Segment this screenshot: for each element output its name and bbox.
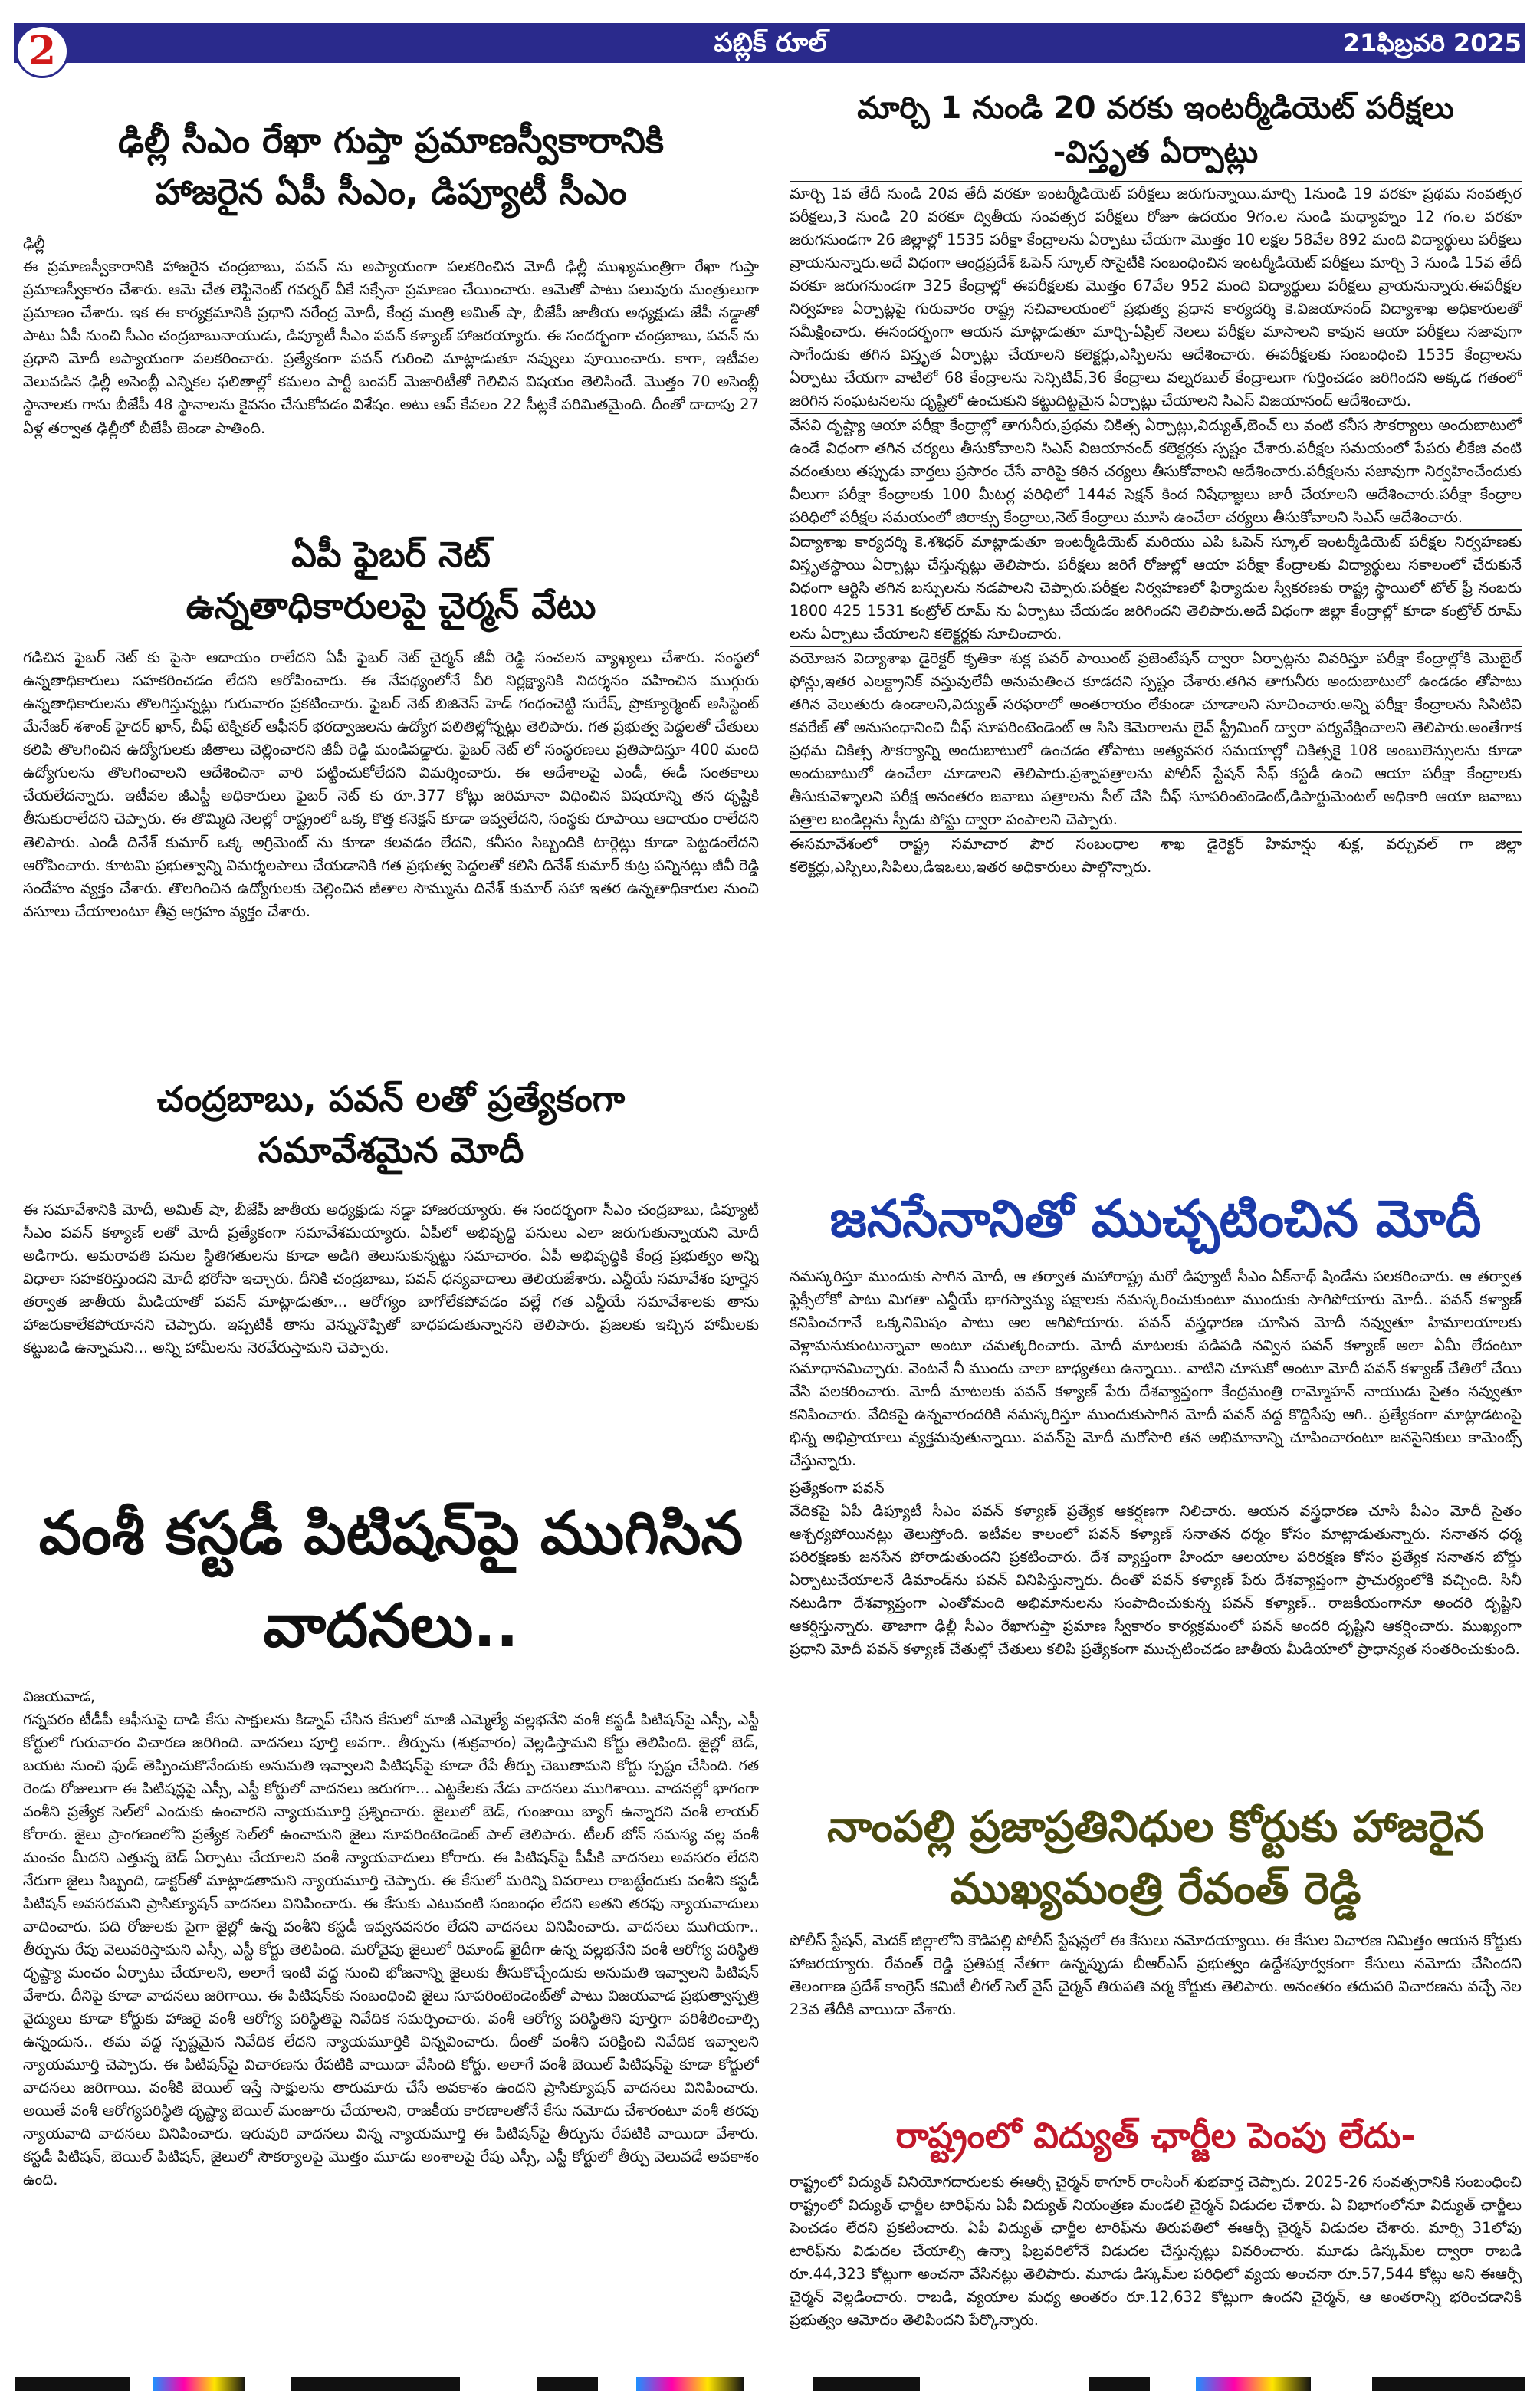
article-body: ఈ ప్రమాణస్వీకారానికి హాజరైన చంద్రబాబు, పవన్ ను అప్యాయంగా పలకరించిన మోదీ ఢిల్లీ ముఖ్యమంత్రిగా రేఖా గుప్తా ప్రమాణస్వీకారం చేశారు. ఆమె చేత లెఫ్టినెంట్ గవర్నర్ వీకే సక్సేనా ప్రమాణం చేయించారు. ఆమెతో పాటు పలువురు మంత్రులుగా ప్రమాణం చేశారు. ఇక ఈ కార్యక్రమానికి ప్రధాని నరేంద్ర మోదీ, కేంద్ర మంత్రి అమిత్ షా, బీజేపీ జాతీయ అధ్యక్షుడు జేపీ నడ్డాతో పాటు ఏపీ నుంచి సీఎం చంద్రబాబునాయుడు, డిప్యూటీ సీఎం పవన్ కళ్యాణ్ హాజరయ్యారు. ఈ సందర్భంగా చంద్రబాబు, పవన్ ను ప్రధాని మోదీ అప్యాయంగా పలకరించారు. ప్రత్యేకంగా పవన్ గురించి మాట్లాడుతూ నవ్వులు పూయించారు. కాగా, ఇటీవల వెలువడిన ఢిల్లీ అసెంబ్లీ ఎన్నికల ఫలితాల్లో కమలం పార్టీ బంపర్ మెజారిటీతో గెలిచిన విషయం తెలిసిందే. మొత్తం 70 అసెంబ్లీ స్థానాలకు గాను బీజేపీ 48 స్థానాలను కైవసం చేసుకోవడం విశేషం. అటు ఆప్ కేవలం 22 సీట్లకే పరిమితమైంది. దీంతో దాదాపు 27 ఏళ్ల తర్వాత ఢిల్లీలో బీజేపీ జెండా పాతింది.: [23, 258, 759, 437]
article-body: గడిచిన ఫైబర్ నెట్ కు పైసా ఆదాయం రాలేదని ఏపీ ఫైబర్ నెట్ చైర్మన్ జీవీ రెడ్డి సంచలన వ్యాఖ్యలు చేశారు. సంస్థలో ఉన్నతాధికారులు సహకరించడం లేదని ఆరోపించారు. ఈ నేపథ్యంలోనే వీరి నిర్లక్ష్యానికి నిదర్శనం వహించిన ముగ్గురు ఉన్నతాధికారులను తొలగిస్తున్నట్లు గురువారం ప్రకటించారు. ఫైబర్ నెట్ బిజినెస్ హెడ్ గంధంచెట్టి సురేష్, ప్రొక్యూర్మెంట్ అసిస్టెంట్ మేనేజర్ శశాంక్ హైదర్ ఖాన్, చీఫ్ టెక్నికల్ ఆఫీసర్ భరద్వాజలను ఉద్యోగ పలితిల్లోన్నట్లు తెలిపారు. గత ప్రభుత్వ పెద్దలతో చేతులు కలిపి తొలగించిన ఉద్యోగులకు జీతాలు చెల్లించారని జీవీ రెడ్డి మండిపడ్డారు. ఫైబర్ నెట్ లో సంస్థరణలు ప్రతిపాదిస్తూ 400 మంది ఉద్యోగులను తొలగించాలని ఆదేశించినా వారి పట్టించుకోలేదని విమర్శించారు. ఈ ఆదేశాలపై ఎండీ, ఈడీ సంతకాలు చేయలేదన్నారు. ఇటీవల జీఎస్టీ అధికారులు ఫైబర్ నెట్ కు రూ.377 కోట్లు జరిమానా విధించిన విషయాన్ని తన దృష్టికి తీసుకురాలేదని చెప్పారు. ఈ తొమ్మిది నెలల్లో రాష్ట్రంలో ఒక్క కొత్త కనెక్షన్ కూడా ఇవ్వలేదని, సంస్థకు రూపాయి ఆదాయం రాలేదని తెలిపారు. ఎండీ దినేశ్ కుమార్ ఒక్క అగ్రిమెంట్ ను కూడా కలవడం లేదని, కనీసం సిబ్బందికి టార్గెట్లు కూడా పెట్టడంలేదని ఆరోపించారు. కూటమి ప్రభుత్వాన్ని విమర్శలపాలు చేయడానికి గత ప్రభుత్వ పెద్దలతో కలిసి దినేశ్ కుమార్ కుట్ర పన్నినట్లు జీవీ రెడ్డి సందేహం వ్యక్తం చేశారు. తొలగించిన ఉద్యోగులకు చెల్లించిన జీతాల సొమ్మును దినేశ్ కుమార్ సహా ఇతర ఉన్నతాధికారుల నుంచి వసూలు చేయాలంటూ తీవ్ర ఆగ్రహం వ్యక్తం చేశారు.: [23, 649, 759, 920]
article-modi-meeting: [23, 1073, 759, 1359]
article-vamsi-custody: [23, 1488, 759, 2191]
headline: నాంపల్లి ప్రజాప్రతినిధుల కోర్టుకు హాజరైన: [826, 1802, 1485, 1852]
print-color-strip: [0, 2377, 1540, 2391]
headline: జనసేనానితో ముచ్చటించిన మోదీ: [829, 1189, 1482, 1248]
strip-segment: [153, 2377, 245, 2391]
headline: వాదనలు..: [263, 1591, 519, 1661]
subheading: ప్రత్యేకంగా పవన్: [790, 1478, 885, 1497]
headline: ఉన్నతాధికారులపై చైర్మన్ వేటు: [186, 584, 596, 626]
article-power-tariff: [790, 2110, 1522, 2332]
dateline: విజయవాడ,: [23, 1687, 96, 1705]
article-revanth-court: [790, 1796, 1522, 2021]
right-column: [790, 86, 1522, 2369]
article-body: గన్నవరం టీడీపీ ఆఫీసుపై దాడి కేసు సాక్షులను కిడ్నాప్ చేసిన కేసులో మాజీ ఎమ్మెల్యే వల్లభనేని వంశీ కస్టడీ పిటిషన్‌పై ఎస్సీ, ఎస్టీ కోర్టులో గురువారం విచారణ జరిగింది. వాదనలు పూర్తి అవగా.. తీర్పును (శుక్రవారం) వెల్లడిస్తామని కోర్టు తెలిపింది. జైల్లో బెడ్, బయట నుంచి ఫుడ్ తెప్పించుకొనేందుకు అనుమతి ఇవ్వాలని పిటిషన్‌పై కూడా రేపే తీర్పు చెబుతామని కోర్టు స్పష్టం చేసింది. గత రెండు రోజులుగా ఈ పిటిషన్లపై ఎస్సీ, ఎస్టీ కోర్టులో వాదనలు జరుగగా... ఎట్టకేలకు నేడు వాదనలు ముగిశాయి. వాదనల్లో భాగంగా వంశీని ప్రత్యేక సెల్‌లో ఎందుకు ఉంచారని న్యాయమూర్తి ప్రశ్నించారు. జైలులో బెడ్, గుంజాయి బ్యాగ్ ఉన్నారని వంశీ లాయర్ కోరారు. జైలు ప్రాంగణంలోని ప్రత్యేక సెల్‌లో ఉంచామని జైలు సూపరింటెండెంట్ పాల్ తెలిపారు. టీలర్ బోన్ సమస్య వల్ల వంశీ మంచం మీదని ఎత్తున్న బెడ్ ఏర్పాటు చేయాలని వంశీ న్యాయవాదులు కోరారు. ఈ పిటిషన్‌పై పీపీకి వాదనలు అవసరం లేదని నేరుగా జైలు సిబ్బంది, డాక్టర్‌తో మాట్లాడతామని న్యాయమూర్తి చెప్పారు. ఈ కేసులో మరిన్ని వివరాలు రాబట్టేందుకు వంశీని కస్టడీ పిటిషన్ అవసరమని ప్రాసిక్యూషన్ వాదనలు వినిపించారు. ఈ కేసుకు ఎటువంటి సంబంధం లేదని అతని తరఫు న్యాయవాదులు వాదించారు. పది రోజులకు పైగా జైల్లో ఉన్న వంశీని కస్టడీ ఇవ్వనవసరం లేదని వాదనలు వినిపించారు. వాదనలు ముగియగా.. తీర్పును రేపు వెలువరిస్తామని ఎస్సీ, ఎస్టీ కోర్టు తెలిపింది. మరోవైపు జైలులో రిమాండ్ ఖైదీగా ఉన్న వల్లభనేని వంశీ ఆరోగ్య పరిస్థితి దృష్ట్యా మంచం ఏర్పాటు చేయాలని, అలాగే ఇంటి వద్ద నుంచి భోజనాన్ని జైలుకు తీసుకొచ్చేందుకు అనుమతి ఇవ్వాలని పిటిషన్ వేశారు. దీనిపై కూడా వాదనలు జరిగాయి. ఈ పిటిషన్‌కు సంబంధించి జైలు సూపరింటెండెంట్‌తో పాటు విజయవాడ ప్రభుత్వాస్పత్రి వైద్యులు కూడా కోర్టుకు హాజరై వంశీ ఆరోగ్య పరిస్థితిపై నివేదిక సమర్పించారు. వంశీ ఆరోగ్య పరిస్థితిని పూర్తిగా పరిశీలించాల్సి ఉన్నందున.. తమ వద్ద స్పష్టమైన నివేదిక లేదని న్యాయమూర్తికి విన్నవించారు. దీంతో వంశీని పరిక్షించి నివేదిక ఇవ్వాలని న్యాయమూర్తి చెప్పారు. ఈ పిటిషన్‌పై విచారణను రేపటికి వాయిదా వేసింది కోర్టు. అలాగే వంశీ బెయిల్ పిటిషన్‌పై కూడా కోర్టులో వాదనలు జరిగాయి. వంశీకి బెయిల్ ఇస్తే సాక్షులను తారుమారు చేసే అవకాశం ఉందని ప్రాసిక్యూషన్ వాదనలు వినిపించారు. అయితే వంశీ ఆరోగ్యపరిస్థితి దృష్ట్యా బెయిల్ మంజూరు చేయాలని, రాజకీయ కారణాలతోనే కేసు నమోదు చేశారంటూ వంశీ తరపు న్యాయవాది వాదనలు వినిపించారు. ఇరువురి వాదనలు విన్న న్యాయమూర్తి ఈ పిటిషన్‌పై తీర్పును రేపటికి వాయిదా వేశారు. కస్టడీ పిటిషన్, బెయిల్ పిటిషన్, జైలులో సౌకర్యాలపై మొత్తం మూడు అంశాలపై రేపు ఎస్సీ, ఎస్టీ కోర్టులో తీర్పు వెలువడే అవకాశం ఉంది.: [23, 1710, 759, 2189]
article-delhi-cm: [23, 115, 759, 440]
article-body: విద్యాశాఖ కార్యదర్శి కె.శశిధర్ మాట్లాడుతూ ఇంటర్మీడియెట్ మరియు ఎపి ఓపెన్ స్కూల్ ఇంటర్మీడియెట్ పరీక్షల నిర్వహణకు విస్తృతస్థాయి ఏర్పాట్లు చేస్తున్నట్లు తెలిపారు. పరీక్షలు జరిగే రోజుల్లో ఆయా పరీక్షా కేంద్రాలకు విద్యార్థులు సకాలంలో చేరుకునే విధంగా ఆర్టిసి తగిన బస్సులను నడపాలని చెప్పారు.పరీక్షల నిర్వహణలో ఫిర్యాదుల స్వీకరణకు రాష్ట్ర స్థాయిలో టోల్ ఫ్రీ నంబరు 1800 425 1531 కంట్రోల్ రూమ్ ను ఏర్పాటు చేయడం జరిగిందని తెలిపారు.అదే విధంగా జిల్లా కేంద్రాల్లో కూడా కంట్రోల్ రూమ్ లను ఏర్పాటు చేయాలని కలెక్టర్లకు సూచించారు.: [790, 533, 1522, 643]
headline: ముఖ్యమంత్రి రేవంత్ రెడ్డి: [950, 1864, 1361, 1915]
headline: మార్చి 1 నుండి 20 వరకు ఇంటర్మీడియెట్ పరీక్షలు: [857, 90, 1454, 126]
dateline: ఢిల్లీ: [23, 235, 45, 253]
paper-name: పబ్లిక్ రూల్: [714, 28, 827, 58]
headline: చంద్రబాబు, పవన్ లతో ప్రత్యేకంగా: [156, 1078, 626, 1119]
headline: ఢిల్లీ సీఎం రేఖా గుప్తా ప్రమాణస్వీకారానికి: [118, 120, 664, 161]
article-fibernet: [23, 529, 759, 923]
article-body: వేసవి దృష్ట్యా ఆయా పరీక్షా కేంద్రాల్లో తాగునీరు,ప్రథమ చికిత్స ఏర్పాట్లు,విద్యుత్,బెంచ్ లు వంటి కనీస సౌకర్యాలు అందుబాటులో ఉండే విధంగా తగిన చర్యలు తీసుకోవాలని సిఎస్ విజయానంద్ కలెక్టర్లకు స్పష్టం చేశారు.పరీక్షల సమయంలో పేపరు లీకేజి వంటి వదంతులు తప్పుడు వార్తలు ప్రసారం చేసే వారిపై కఠిన చర్యలు తీసుకోవాలని ఆదేశించారు.పరీక్షలను సజావుగా నిర్వహించేందుకు వీలుగా పరీక్షా కేంద్రాలకు 100 మీటర్ల పరిధిలో 144వ సెక్షన్ కింద నిషేధాజ్ఞలు జారీ చేయాలని ఆదేశించారు.పరీక్షా కేంద్రాల పరిధిలో పరీక్షల సమయంలో జిరాక్సు కేంద్రాలు,నెట్ కేంద్రాలు మూసి ఉంచేలా చర్యలు తీసుకోవాలని సిఎస్ ఆదేశించారు.: [790, 416, 1522, 527]
page-number: 2: [15, 25, 69, 78]
strip-segment: [813, 2377, 920, 2391]
left-column: [23, 115, 759, 2369]
strip-segment: [1196, 2377, 1311, 2391]
article-janasena-modi: [790, 1182, 1522, 1661]
article-inter-exams: [790, 86, 1522, 879]
strip-segment: [15, 2377, 130, 2391]
headline: రాష్ట్రంలో విద్యుత్ ఛార్జీల పెంపు లేదు-: [895, 2115, 1416, 2156]
headline: సమావేశమైన మోదీ: [258, 1129, 524, 1171]
article-body: వేదికపై ఏపీ డిప్యూటీ సీఎం పవన్ కళ్యాణ్ ప్రత్యేక ఆకర్షణగా నిలిచారు. ఆయన వస్త్రధారణ చూసి పీఎం మోదీ సైతం ఆశ్చర్యపోయినట్లు తెలుస్తోంది. ఇటీవల కాలంలో పవన్ కళ్యాణ్ సనాతన ధర్మం కోసం మాట్లాడుతున్నారు. సనాతన ధర్మ పరిరక్షణకు జనసేన పోరాడుతుందని ప్రకటించారు. దేశ వ్యాప్తంగా హిందూ ఆలయాల పరిరక్షణ కోసం ప్రత్యేక సనాతన బోర్డు ఏర్పాటుచేయాలనే డిమాండ్‌ను పవన్ వినిపిస్తున్నారు. దీంతో పవన్ కళ్యాణ్ పేరు దేశవ్యాప్తంగా ప్రాచుర్యంలోకి వచ్చింది. సినీ నటుడిగా దేశవ్యాప్తంగా ఎంతోమంది అభిమానులను సంపాదించుకున్న పవన్ కళ్యాణ్.. రాజకీయంగానూ అందరి దృష్టిని ఆకర్షిస్తున్నారు. తాజాగా ఢిల్లీ సీఎం రేఖాగుప్తా ప్రమాణ స్వీకారం కార్యక్రమంలో పవన్ అందరి దృష్టిని ఆకర్షించారు. ముఖ్యంగా ప్రధాని మోదీ పవన్ కళ్యాణ్ చేతుల్లో చేతులు కలిపి ప్రత్యేకంగా ముచ్చటించడం జాతీయ మీడియాలో ప్రాధాన్యత సంతరించుకుంది.: [790, 1501, 1522, 1658]
article-body: ఈ సమావేశానికి మోదీ, అమిత్ షా, బీజేపీ జాతీయ అధ్యక్షుడు నడ్డా హాజరయ్యారు. ఈ సందర్భంగా సీఎం చంద్రబాబు, డిప్యూటీ సీఎం పవన్ కళ్యాణ్ లతో మోదీ ప్రత్యేకంగా సమావేశమయ్యారు. ఏపీలో అభివృద్ధి పనులు ఎలా జరుగుతున్నాయని మోదీ అడిగారు. అమరావతి పనుల స్థితిగతులను కూడా అడిగి తెలుసుకున్నట్టు సమాచారం. ఏపీ అభివృద్ధికి కేంద్ర ప్రభుత్వం అన్ని విధాలా సహకరిస్తుందని మోదీ భరోసా ఇచ్చారు. దీనికి చంద్రబాబు, పవన్ ధన్యవాదాలు తెలియజేశారు. ఎన్డీయే సమావేశం పూర్తైన తర్వాత జాతీయ మీడియాతో పవన్ మాట్లాడుతూ... ఆరోగ్యం బాగోలేకపోవడం వల్లే గత ఎన్డీయే సమావేశాలకు తాను హాజరుకాలేకపోయానని చెప్పారు. ఇప్పటికీ తాను వెన్నునొప్పితో బాధపడుతున్నానని తెలిపారు. ప్రజలకు ఇచ్చిన హామీలకు కట్టుబడి ఉన్నామని... అన్ని హామీలను నెరవేరుస్తామని చెప్పారు.: [23, 1201, 759, 1357]
article-body: వయోజన విద్యాశాఖ డైరెక్టర్ కృతికా శుక్ల పవర్ పాయింట్ ప్రజెంటేషన్ ద్వారా ఏర్పాట్లను వివరిస్తూ పరీక్షా కేంద్రాల్లోకి మొబైల్ ఫోన్లు,ఇతర ఎలక్ట్రానిక్ వస్తువులేవీ అనుమతించ కూడదని స్పష్టం చేశారు.తగిన తాగునీరు అందుబాటులో ఉండడం తోపాటు తగిన వెలుతురు ఉండాలని,విద్యుత్ సరఫరాలో అంతరాయం లేకుండా చూడాలని సూచించారు.అన్ని పరీక్షా కేంద్రాలను సిసిటివి కవరేజ్ తో అనుసంధానించి చీఫ్ సూపరింటెండెంట్ ఆ సిసి కెమెరాలను లైవ్ స్ట్రీమింగ్ ద్వారా పర్యవేక్షించాలని తెలిపారు.అంతేగాక ప్రథమ చికిత్స సౌకర్యాన్ని అందుబాటులో ఉంచడం తోపాటు అత్యవసర సమయాల్లో చికిత్సకై 108 అంబులెన్సులను కూడా అందుబాటులో ఉంచేలా చూడాలని తెలిపారు.ప్రశ్నాపత్రాలను పోలీస్ స్టేషన్ సేఫ్ కస్టడీ ఉంచి ఆయా పరీక్షా కేంద్రాలకు తీసుకువెళ్ళాలని పరీక్ష అనంతరం జవాబు పత్రాలను సీల్ చేసి చీఫ్ సూపరింటెండెంట్,డిపార్టుమెంటల్ అధికారి ఆయా జవాబు పత్రాల బండిల్లను స్పీడు పోస్టు ద్వారా పంపాలని చెప్పారు.: [790, 649, 1522, 829]
headline: ఏపీ ఫైబర్ నెట్: [291, 534, 491, 575]
strip-segment: [636, 2377, 744, 2391]
article-body: పోలీస్ స్టేషన్, మెదక్ జిల్లాలోని కౌడిపల్లి పోలీస్ స్టేషన్లలో ఈ కేసులు నమోదయ్యాయి. ఈ కేసుల విచారణ నిమిత్తం ఆయన కోర్టుకు హాజరయ్యారు. రేవంత్ రెడ్డి ప్రతిపక్ష నేతగా ఉన్నప్పుడు బీఆర్ఎస్ ప్రభుత్వం ఉద్దేశపూర్వకంగా కేసులు నమోదు చేసిందని తెలంగాణ ప్రదేశ్ కాంగ్రెస్ కమిటీ లీగల్ సెల్ వైస్ చైర్మన్ తిరుపతి వర్మ కోర్టుకు తెలిపారు. అనంతరం తదుపరి విచారణను వచ్చే నెల 23వ తేదీకి వాయిదా వేశారు.: [790, 1932, 1522, 2019]
article-body: మార్చి 1వ తేదీ నుండి 20వ తేదీ వరకూ ఇంటర్మీడియెట్ పరీక్షలు జరుగున్నాయి.మార్చి 1నుండి 19 వరకూ ప్రథమ సంవత్సర పరీక్షలు,3 నుండి 20 వరకూ ద్వితీయ సంవత్సర పరీక్షలు రోజూ ఉదయం 9గం.ల నుండి మధ్యాహ్నం 12 గం.ల వరకూ జరుగనుండగా 26 జిల్లాల్లో 1535 పరీక్షా కేంద్రాలను ఏర్పాటు చేయగా మొత్తం 10 లక్షల 58వేల 892 మంది విద్యార్థులు పరీక్షలు వ్రాయనున్నారు.అదే విధంగా ఆంధ్రప్రదేశ్ ఓపెన్ స్కూల్ సొసైటీకి సంబంధించిన ఇంటర్మీడియెట్ పరీక్షలు మార్చి 3 నుండి 15వ తేదీ వరకూ జరుగనుండగా 325 కేంద్రాల్లో ఈపరీక్షలకు మొత్తం 67వేల 952 మంది విద్యార్థులు పరీక్షలు వ్రాయనున్నారు.ఈపరీక్షల నిర్వహణ ఏర్పాట్లపై గురువారం రాష్ట్ర సచివాలయంలో ప్రభుత్వ ప్రధాన కార్యదర్శి కె.విజయానంద్ విద్యాశాఖ అధికారులతో సమీక్షించారు. ఈసందర్భంగా ఆయన మాట్లాడుతూ మార్చి-ఏప్రిల్ నెలలు పరీక్షల మాసాలని కావున ఆయా పరీక్షలు సజావుగా సాగేందుకు తగిన విస్తృత ఏర్పాట్లు చేయాలని కలెక్టర్లు,ఎస్పిలను ఆదేశించారు. ఈపరీక్షలకు సంబంధించి 1535 కేంద్రాలను ఏర్పాటు చేయగా వాటిలో 68 కేంద్రాలను సెన్సిటివ్,36 కేంద్రాలు వల్నరబుల్ కేంద్రాలుగా గుర్తించడం జరిగిందని అక్కడ గతంలో జరిగిన సంఘటనలను దృష్టిలో ఉంచుకుని కట్టుదిట్టమైన ఏర్పాట్లు చేయాలని సిఎస్ విజయానంద్ ఆదేశించారు.: [790, 185, 1522, 410]
article-body: రాష్ట్రంలో విద్యుత్ వినియోగదారులకు ఈఆర్సీ చైర్మన్ ఠాగూర్ రాంసింగ్ శుభవార్త చెప్పారు. 2025-26 సంవత్సరానికి సంబంధించి రాష్ట్రంలో విద్యుత్ ఛార్జీల టారిఫ్‌ను ఏపీ విద్యుత్ నియంత్రణ మండలి చైర్మన్ విడుదల చేశారు. ఏ విభాగంలోనూ విద్యుత్ ఛార్జీలు పెంచడం లేదని ప్రకటించారు. ఏపీ విద్యుత్ ఛార్జీల టారిఫ్‌ను తిరుపతిలో ఈఆర్సీ చైర్మన్ విడుదల చేశారు. మార్చి 31లోపు టారిఫ్‌ను విడుదల చేయాల్సి ఉన్నా ఫిబ్రవరిలోనే విడుదల చేస్తున్నట్లు వివరించారు. మూడు డిస్కమ్‌ల ద్వారా రాబడి రూ.44,323 కోట్లుగా అంచనా వేసినట్లు తెలిపారు. మూడు డిస్కమ్‌ల పరిధిలో వ్యయ అంచనా రూ.57,544 కోట్లు అని ఈఆర్సీ చైర్మన్ వెల్లడించారు. రాబడి, వ్యయాల మధ్య అంతరం రూ.12,632 కోట్లుగా ఉందని చైర్మన్, ఆ అంతరాన్ని భరించడానికి ప్రభుత్వం ఆమోదం తెలిపిందని పేర్కొన్నారు.: [790, 2172, 1522, 2329]
headline: -విస్తృత ఏర్పాట్లు: [1052, 135, 1259, 170]
article-body: నమస్కరిస్తూ ముందుకు సాగిన మోదీ, ఆ తర్వాత మహారాష్ట్ర మరో డిప్యూటీ సీఎం ఏక్‌నాథ్ షిండేను పలకరించారు. ఆ తర్వాత ఫ్లెక్సీలోకో పాటు మిగతా ఎన్డీయే భాగస్వామ్య పక్షాలకు నమస్కరించుకుంటూ ముందుకు సాగిపోయారు మోదీ.. పవన్ కళ్యాణ్ కనిపించగానే ఒక్కనిమిషం పాటు ఆల ఆగిపోయారు. పవన్ వస్త్రధారణ చూసిన మోదీ నవ్వుతూ హిమాలయాలకు వెళ్లామనుకుంటున్నావా అంటూ చమత్కరించారు. మోదీ మాటలకు పడిపడి నవ్విన పవన్ కళ్యాణ్ అలా ఏమీ లేదంటూ సమాధానమిచ్చారు. వెంటనే నీ ముందు చాలా బాధ్యతలు ఉన్నాయి.. వాటిని చూసుకో అంటూ మోదీ పవన్ కళ్యాణ్ చేతిలో చేయి వేసి పలకరించారు. మోదీ మాటలకు పవన్ కళ్యాణ్ పేరు దేశవ్యాప్తంగా కేంద్రమంత్రి రామ్మోహన్ నాయుడు సైతం నవ్వుతూ కనిపించారు. వేదికపై ఉన్నవారందరికి నమస్కరిస్తూ ముందుకుసాగిన మోదీ పవన్ వద్ద కొద్దిసేపు ఆగి.. ప్రత్యేకంగా మాట్లాడటంపై భిన్న అభిప్రాయాలు వ్యక్తమవుతున్నాయి. పవన్‌పై మోదీ మరోసారి తన అభిమానాన్ని చూపించారంటూ జనసైనికులు కామెంట్స్ చేస్తున్నారు.: [790, 1267, 1522, 1469]
strip-segment: [1089, 2377, 1150, 2391]
article-body: ఈసమావేశంలో రాష్ట్ర సమాచార పౌర సంబంధాల శాఖ డైరెక్టర్ హిమాన్షు శుక్ల, వర్చువల్ గా జిల్లా కలెక్టర్లు,ఎస్పిలు,సిపిలు,డిఇఒలు,ఇతర అధికారులు పాల్గొన్నారు.: [790, 835, 1522, 876]
headline: హాజరైన ఏపీ సీఎం, డిప్యూటీ సీఎం: [155, 170, 627, 212]
issue-date: 21ఫిబ్రవరి 2025: [1342, 28, 1522, 58]
strip-segment: [537, 2377, 598, 2391]
strip-segment: [291, 2377, 460, 2391]
strip-segment: [1372, 2377, 1525, 2391]
headline: వంశీ కస్టడీ పిటిషన్‌పై ముగిసిన: [38, 1499, 744, 1568]
